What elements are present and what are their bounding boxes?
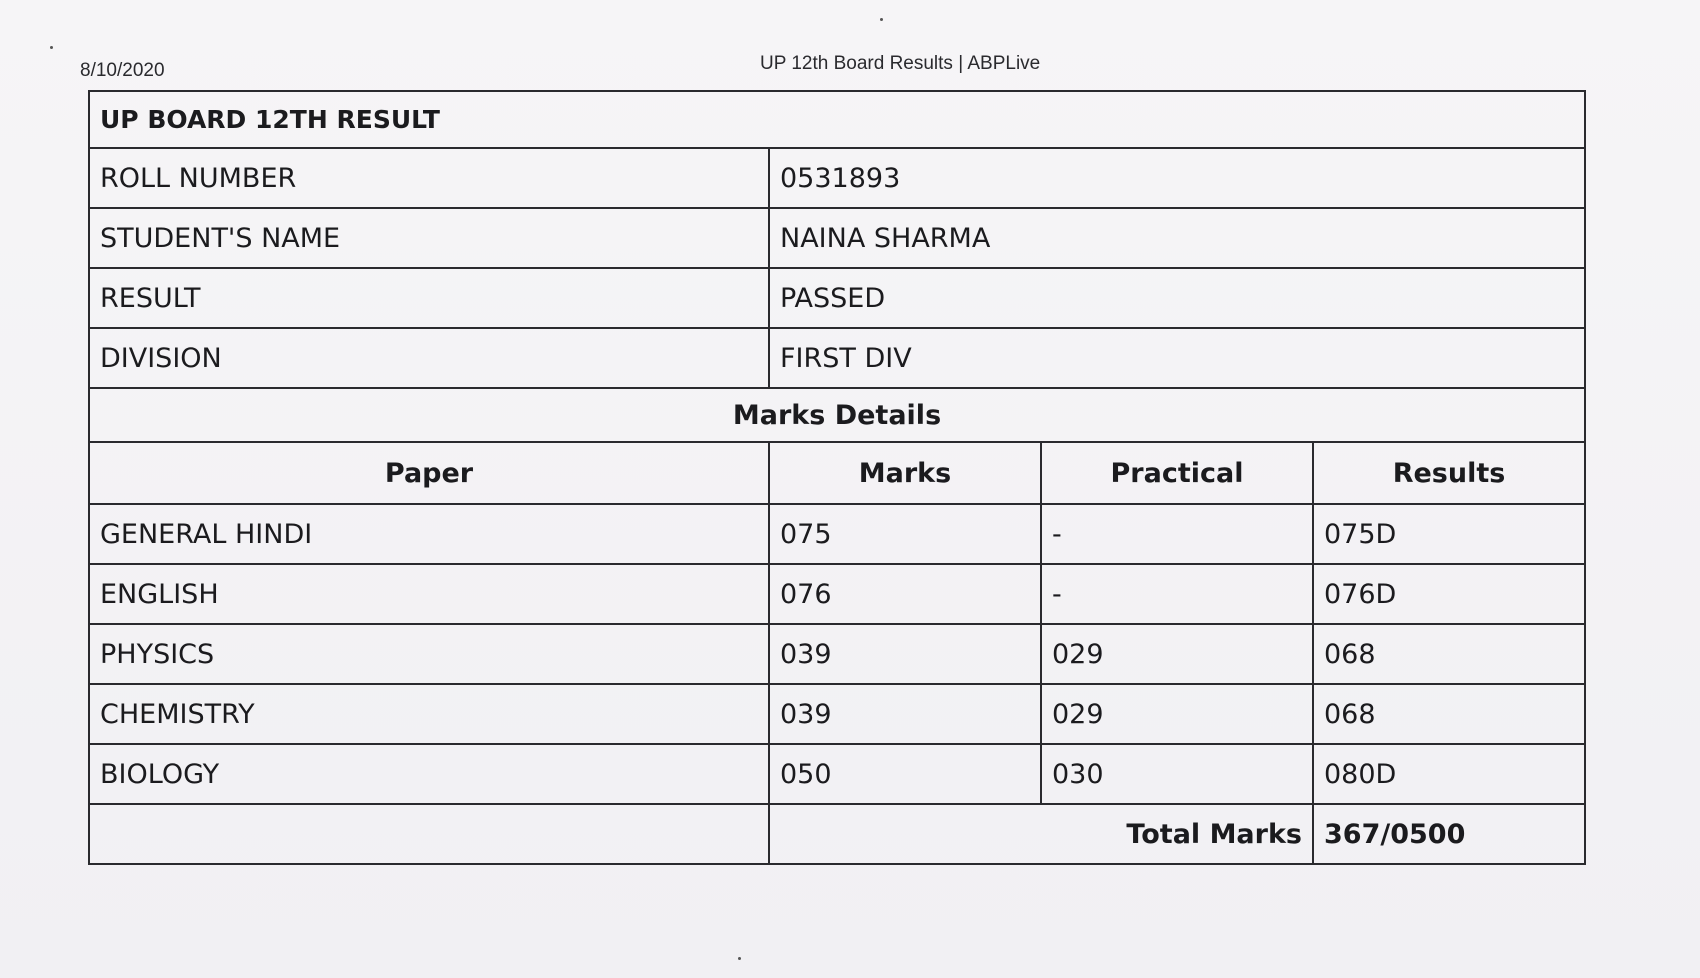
result-table [88,90,1586,865]
info-label: DIVISION [89,328,769,388]
marks-section-title: Marks Details [89,388,1585,442]
print-date: 8/10/2020 [80,60,165,81]
marks-cell: 050 [769,744,1041,804]
result-cell: 068 [1313,684,1585,744]
column-header-marks: Marks [769,442,1041,504]
result-card-title: UP BOARD 12TH RESULT [89,91,1585,148]
practical-cell: - [1041,504,1313,564]
subject-row-biology [89,744,1585,804]
marks-header-row [89,442,1585,504]
practical-cell: - [1041,564,1313,624]
scan-speck [50,46,53,49]
info-value: 0531893 [769,148,1585,208]
total-marks-value: 367/0500 [1313,804,1585,864]
total-marks-label: Total Marks [769,804,1313,864]
info-row-division [89,328,1585,388]
result-cell: 076D [1313,564,1585,624]
info-value: FIRST DIV [769,328,1585,388]
print-page-title: UP 12th Board Results | ABPLive [760,53,1041,74]
marks-cell: 076 [769,564,1041,624]
scan-speck [880,18,883,21]
result-cell: 068 [1313,624,1585,684]
column-header-results: Results [1313,442,1585,504]
subject-row-chemistry [89,684,1585,744]
total-row [89,804,1585,864]
info-label: STUDENT'S NAME [89,208,769,268]
total-empty-cell [89,804,769,864]
marks-cell: 075 [769,504,1041,564]
paper-cell: CHEMISTRY [89,684,769,744]
practical-cell: 029 [1041,684,1313,744]
paper-cell: BIOLOGY [89,744,769,804]
info-label: ROLL NUMBER [89,148,769,208]
practical-cell: 030 [1041,744,1313,804]
column-header-paper: Paper [89,442,769,504]
info-label: RESULT [89,268,769,328]
scan-speck [738,957,741,960]
result-cell: 075D [1313,504,1585,564]
marks-cell: 039 [769,624,1041,684]
subject-row-english [89,564,1585,624]
info-row-student-name [89,208,1585,268]
info-value: NAINA SHARMA [769,208,1585,268]
practical-cell: 029 [1041,624,1313,684]
marks-cell: 039 [769,684,1041,744]
info-value: PASSED [769,268,1585,328]
subject-row-physics [89,624,1585,684]
paper-cell: ENGLISH [89,564,769,624]
subject-row-general-hindi [89,504,1585,564]
result-cell: 080D [1313,744,1585,804]
info-row-result [89,268,1585,328]
column-header-practical: Practical [1041,442,1313,504]
paper-cell: PHYSICS [89,624,769,684]
info-row-roll-number [89,148,1585,208]
paper-cell: GENERAL HINDI [89,504,769,564]
